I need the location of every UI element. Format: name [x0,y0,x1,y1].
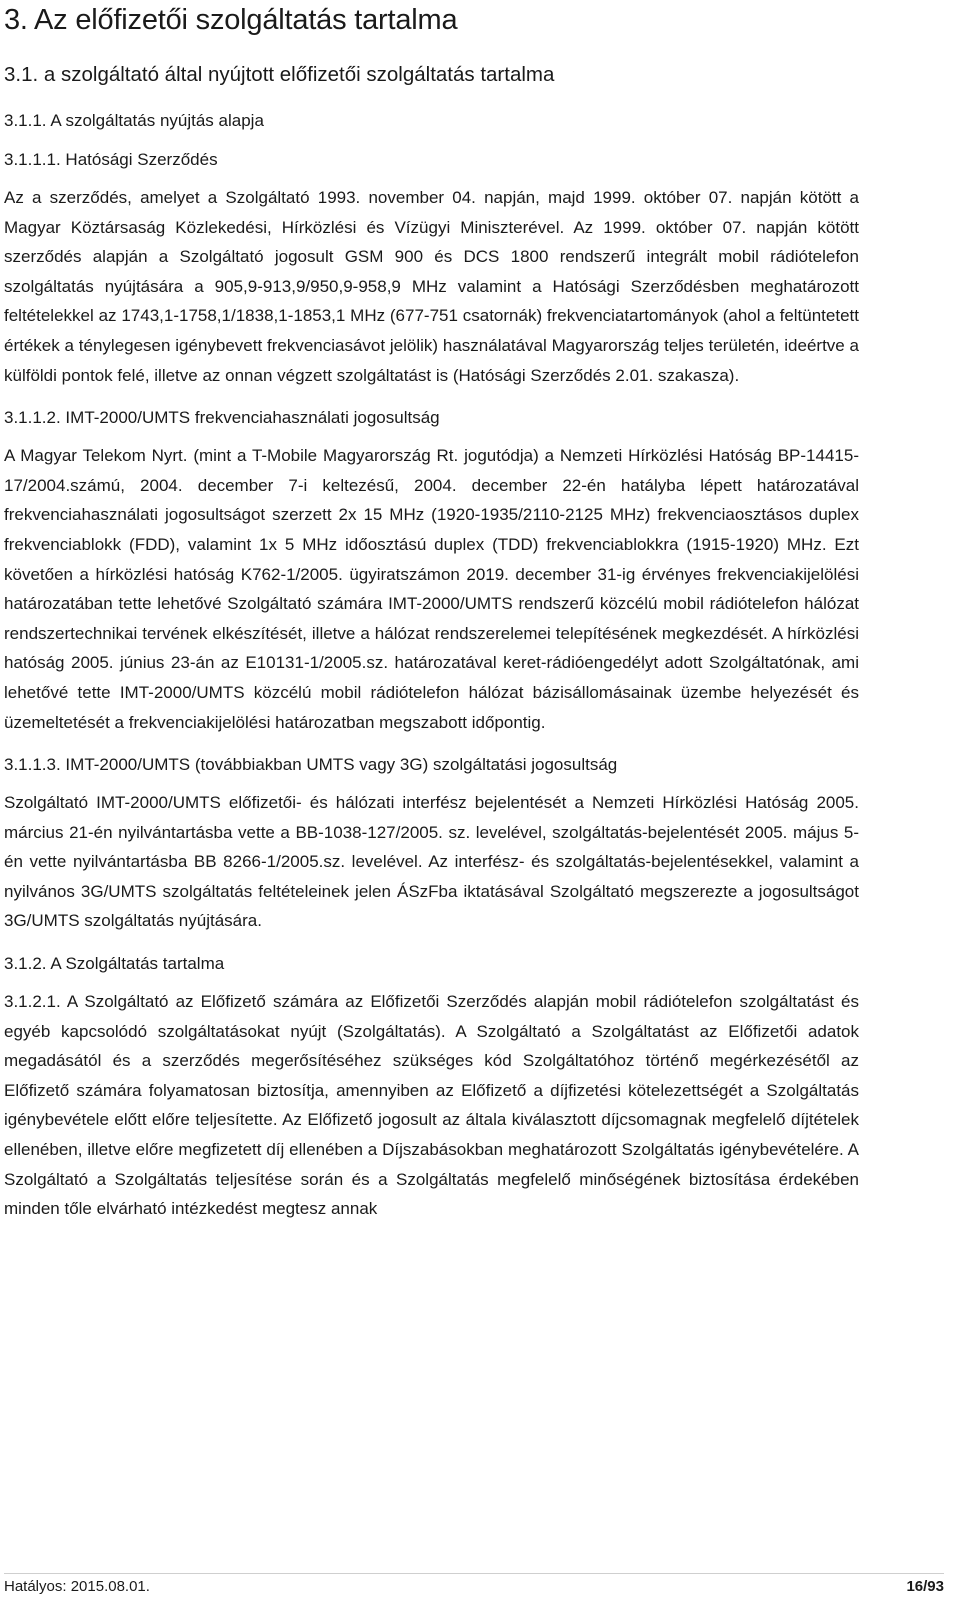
heading-1: 3. Az előfizetői szolgáltatás tartalma [4,4,458,36]
page-footer [4,1573,944,1599]
document-page [4,0,859,1224]
section-3-1-1-2-title: 3.1.1.2. IMT-2000/UMTS frekvenciahasználati jogosultság [4,408,440,428]
page-number: 16/93 [906,1578,944,1595]
section-3-1-1-1-paragraph: Az a szerződés, amelyet a Szolgáltató 1993. november 04. napján, majd 1999. október 07. napján kötött a Magyar Köztársaság Közlekedési, Hírközlési és Vízügyi Miniszterével. Az 1999. október 07. napján kötött szerződés alapján a Szolgáltató jogosult GSM 900 és DCS 1800 rendszerű integrált mobil rádiótelefon szolgáltatás nyújtására a 905,9-913,9/950,9-958,9 MHz valamint a Hatósági Szerződésben meghatározott feltételekkel az 1743,1-1758,1/1838,1-1853,1 MHz (677-751 csatornák) frekvenciatartományok (ahol a feltüntetett értékek a ténylegesen igénybevett frekvenciasávot jelölik) használatával Magyarország teljes területén, ideértve a külföldi pontok felé, illetve az onnan végzett szolgáltatást is (Hatósági Szerződés 2.01. szakasza). [4,188,859,385]
heading-2: 3.1. a szolgáltató által nyújtott előfizetői szolgáltatás tartalma [4,63,555,86]
section-3-1-2-title: 3.1.2. A Szolgáltatás tartalma [4,954,225,974]
section-3-1-1-3-title: 3.1.1.3. IMT-2000/UMTS (továbbiakban UMTS vagy 3G) szolgáltatási jogosultság [4,755,618,775]
section-3-1-1-1-title: 3.1.1.1. Hatósági Szerződés [4,150,218,169]
effective-date: Hatályos: 2015.08.01. [4,1578,150,1595]
footer-divider [4,1573,944,1574]
section-3-1-1-3-paragraph: Szolgáltató IMT-2000/UMTS előfizetői- és hálózati interfész bejelentését a Nemzeti Hírközlési Hatóság 2005. március 21-én nyilvántartásba vette a BB-1038-127/2005. sz. levelével, szolgáltatás-bejelentését 2005. május 5-én vette nyilvántartásba BB 8266-1/2005.sz. levelével. Az interfész- és szolgáltatás-bejelentésekkel, valamint a nyilvános 3G/UMTS szolgáltatás feltételeinek jelen ÁSzFba iktatásával Szolgáltató megszerezte a jogosultságot 3G/UMTS szolgáltatás nyújtására. [4,793,859,931]
section-3-1-1-title: 3.1.1. A szolgáltatás nyújtás alapja [4,111,264,130]
section-3-1-1-2-paragraph: A Magyar Telekom Nyrt. (mint a T-Mobile Magyarország Rt. jogutódja) a Nemzeti Hírközlési Hatóság BP-14415-17/2004.számú, 2004. december 7-i keltezésű, 2004. december 22-én hatályba lépett határozatával frekvenciahasználati jogosultságot szerzett 2x 15 MHz (1920-1935/2110-2125 MHz) frekvenciaosztásos duplex frekvenciablokk (FDD), valamint 1x 5 MHz időosztású duplex (TDD) frekvenciablokkra (1915-1920) MHz. Ezt követően a hírközlési hatóság K762-1/2005. ügyiratszámon 2019. december 31-ig érvényes frekvenciakijelölési határozatában tette lehetővé Szolgáltató számára IMT-2000/UMTS rendszerű közcélú mobil rádiótelefon hálózat rendszertechnikai tervének elkészítését, illetve a hálózat rendszerelemei telepítésének megkezdését. A hírközlési hatóság 2005. június 23-án az E10131-1/2005.sz. határozatával keret-rádióengedélyt adott Szolgáltatónak, ami lehetővé tette IMT-2000/UMTS közcélú mobil rádiótelefon hálózat bázisállomásainak üzembe helyezését és üzemeltetését a frekvenciakijelölési határozatban megszabott időpontig. [4,446,859,732]
section-3-1-2-1-paragraph: 3.1.2.1. A Szolgáltató az Előfizető számára az Előfizetői Szerződés alapján mobil rádiótelefon szolgáltatást és egyéb kapcsolódó szolgáltatásokat nyújt (Szolgáltatás). A Szolgáltató a Szolgáltatást az Előfizetői adatok megadásától és a szerződés megerősítéséhez szükséges kód Szolgáltatóhoz történő megérkezésétől az Előfizető számára folyamatosan biztosítja, amennyiben az Előfizető a díjfizetési kötelezettségét a Szolgáltatás igénybevétele előtt előre teljesítette. Az Előfizető jogosult az általa kiválasztott díjcsomagnak megfelelő díjtételek ellenében, illetve előre megfizetett díj ellenében a Díjszabásokban meghatározott Szolgáltatás igénybevételére. A Szolgáltató a Szolgáltatás teljesítése során és a Szolgáltatás megfelelő minőségének biztosítása érdekében minden tőle elvárható intézkedést megtesz annak [4,992,859,1219]
